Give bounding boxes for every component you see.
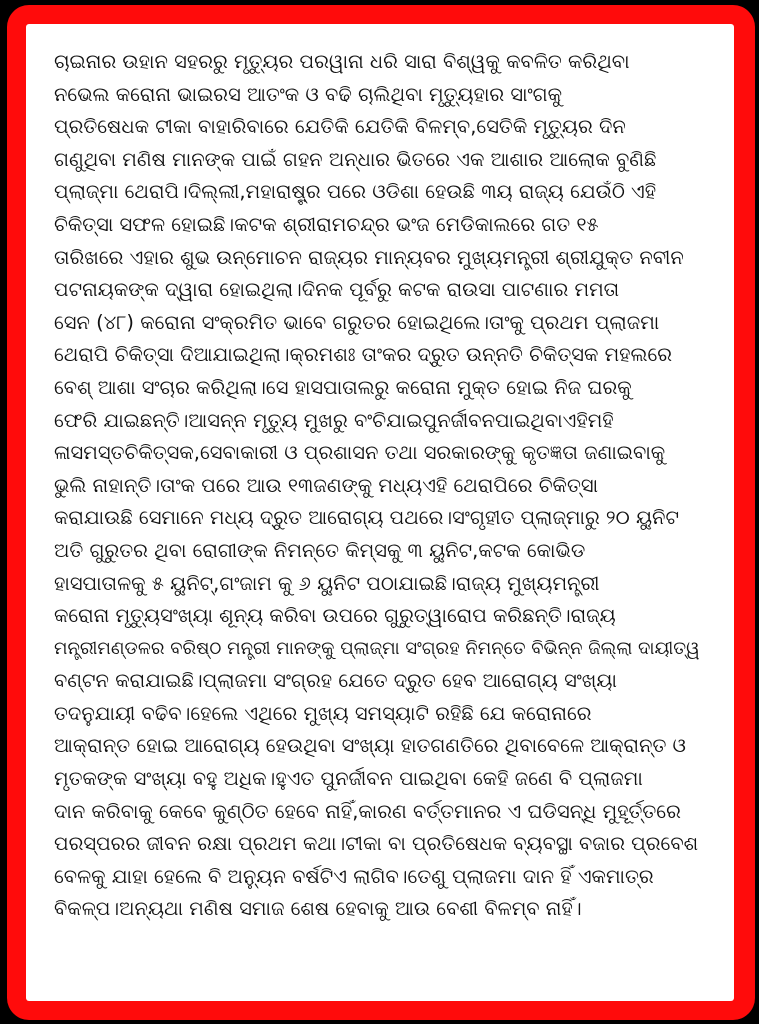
article-line: କରାଯାଉଛି ସେମାନେ ମଧ୍ୟ ଦ୍ରୁତ ଆରୋଗ୍ୟ ପଥରେ।ସଂଗୃହୀତ ପ୍ଲାଜ୍ମାରୁ ୨୦ ୟୁନିଟ <box>54 506 679 530</box>
article-line: ତଦନୁଯାୟୀ ବଢିବ।ହେଲେ ଏଥିରେ ମୁଖ୍ୟ ସମସ୍ୟାଟି ରହିଛି ଯେ କରୋନାରେ <box>54 701 592 725</box>
article-line: ଆକ୍ରାନ୍ତ ହୋଇ ଆରୋଗ୍ୟ ହେଉଥିବା ସଂଖ୍ୟା ହାତଗଣତିରେ ଥିବାବେଳେ ଆକ୍ରାନ୍ତ ଓ <box>54 734 686 758</box>
article-line: ମୃତକଙ୍କ ସଂଖ୍ୟା ବହୁ ଅଧିକ।ହୁଏତ ପୁନର୍ଜୀବନ ପାଇଥିବା କେହି ଜଣେ ବି ପ୍ଲାଜମା <box>54 767 643 791</box>
article-line: ପ୍ରତିଷେଧକ ଟୀକା ବାହାରିବାରେ ଯେତିକି ଯେତିକି ବିଳମ୍ବ,ସେତିକି ମୃତ୍ୟୁର ଦିନ <box>54 115 626 139</box>
article-line: ଭୁଲି ନାହାନ୍ତି।ତାଂକ ପରେ ଆଉ ୧୩ଜଣଙ୍କୁ ମଧ୍ୟଏହି ଥେରାପିରେ ଚିକିତ୍ସା <box>54 473 599 497</box>
article-line: ଗଣୁଥିବା ମଣିଷ ମାନଙ୍କ ପାଇଁ ଗହନ ଅନ୍ଧାର ଭିତରେ ଏକ ଆଶାର ଆଲୋକ ବୁଣିଛି <box>54 147 657 171</box>
article-text <box>54 46 714 926</box>
article-line: ଚିକିତ୍ସା ସଫଳ ହୋଇଛି।କଟକ ଶ୍ରୀରାମଚନ୍ଦ୍ର ଭଂଜ ମେଡିକାଲରେ ଗତ ୧୫ <box>54 212 599 236</box>
article-line: ଫେରି ଯାଇଛନ୍ତି।ଆସନ୍ନ ମୃତ୍ୟୁ ମୁଖରୁ ବଂଚିଯାଇପୁନର୍ଜୀବନପାଇଥିବାଏହିମହି <box>54 408 614 432</box>
article-line: ଦାନ କରିବାକୁ କେବେ କୁଣ୍ଠିତ ହେବେ ନାହିଁ,କାରଣ ବର୍ତ୍ତମାନର ଏ ଘଡିସନ୍ଧି ମୁହୂର୍ତ୍ତରେ <box>54 799 681 823</box>
article-paper <box>26 24 734 1001</box>
article-line: ଳାସମସ୍ତଚିକିତ୍ସକ,ସେବାକାରୀ ଓ ପ୍ରଶାସନ ତଥା ସରକାରଙ୍କୁ କୃତଜ୍ଞତା ଜଣାଇବାକୁ <box>54 441 666 465</box>
article-line: ବଣ୍ଟନ କରାଯାଇଛି।ପ୍ଲାଜମା ସଂଗ୍ରହ ଯେତେ ଦ୍ରୁତ ହେବ ଆରୋଗ୍ୟ ସଂଖ୍ୟା <box>54 669 617 693</box>
article-line: କରୋନା ମୃତ୍ୟୁସଂଖ୍ୟା ଶୂନ୍ୟ କରିବା ଉପରେ ଗୁରୁତ୍ୱାରୋପ କରିଛନ୍ତି।ରାଜ୍ୟ <box>54 604 616 628</box>
article-line: ବେଳକୁ ଯାହା ହେଲେ ବି ଅନ୍ୟୁନ ବର୍ଷଟିଏ ଲାଗିବ।ତେଣୁ ପ୍ଲାଜମା ଦାନ ହିଁ ଏକମାତ୍ର <box>54 864 654 888</box>
article-line: ଥେରାପି ଚିକିତ୍ସା ଦିଆଯାଇଥିଲା।କ୍ରମଶଃ ତାଂକର ଦ୍ରୁତ ଉନ୍ନତି ଚିକିତ୍ସକ ମହଲରେ <box>54 343 673 367</box>
article-line: ପରସ୍ପରର ଜୀବନ ରକ୍ଷା ପ୍ରଥମ କଥା।ଟୀକା ବା ପ୍ରତିଷେଧକ ବ୍ୟବସ୍ଥା ବଜାର ପ୍ରବେଶ <box>54 832 699 856</box>
article-line: ବେଶ୍ ଆଶା ସଂଚାର କରିଥିଲା।ସେ ହାସପାତାଲରୁ କରୋନା ମୁକ୍ତ ହୋଇ ନିଜ ଘରକୁ <box>54 375 632 399</box>
article-line: ପ୍ଲାଜ୍ମା ଥେରାପି।ଦିଲ୍ଲୀ,ମହାରାଷ୍ଟ୍ର ପରେ ଓଡିଶା ହେଉଛି ୩ୟ ରାଜ୍ୟ ଯେଉଁଠି ଏହି <box>54 180 657 204</box>
article-line: ଚାଇନାର ଉହାନ ସହରରୁ ମୃତ୍ୟୁର ପରୱାନା ଧରି ସାରା ବିଶ୍ୱକୁ କବଳିତ କରିଥିବା <box>54 50 630 73</box>
article-line: ପଟନାୟକଙ୍କ ଦ୍ୱାରା ହୋଇଥିଲା।ଦିନକ ପୂର୍ବରୁ କଟକ ରାଉସା ପାଟଣାର ମମତା <box>54 278 620 302</box>
article-line: ଅତି ଗୁରୁତର ଥିବା ରୋଗୀଙ୍କ ନିମନ୍ତେ କିମ୍ସକୁ ୩ ୟୁନିଟ,କଟକ କୋଭିଡ <box>54 538 586 562</box>
article-line: ତାରିଖରେ ଏହାର ଶୁଭ ଉନ୍ମୋଚନ ରାଜ୍ୟର ମାନ୍ୟବର ମୁଖ୍ୟମନ୍ତ୍ରୀ ଶ୍ରୀଯୁକ୍ତ ନବୀନ <box>54 245 684 269</box>
article-line: ବିକଳ୍ପ।ଅନ୍ୟଥା ମଣିଷ ସମାଜ ଶେଷ ହେବାକୁ ଆଉ ବେଶୀ ବିଳମ୍ବ ନାହିଁ। <box>54 897 582 921</box>
article-line: ମନ୍ତ୍ରୀମଣ୍ଡଳର ବରିଷ୍ଠ ମନ୍ତ୍ରୀ ମାନଙ୍କୁ ପ୍ଲାଜ୍ମା ସଂଗ୍ରହ ନିମନ୍ତେ ବିଭିନ୍ନ ଜିଲ୍ଲା ଦାୟୀତ୍ୱ <box>54 637 700 659</box>
article-line: ସେନ (୪୮) କରୋନା ସଂକ୍ରମିତ ଭାବେ ଗରୁତର ହୋଇଥିଲେ।ତାଂକୁ ପ୍ରଥମ ପ୍ଲାଜମା <box>54 310 660 334</box>
article-line: ନଭେଲ କରୋନା ଭାଇରସ ଆତଂକ ଓ ବଢି ଚାଲିଥିବା ମୃତ୍ୟୁହାର ସାଂଗକୁ <box>54 82 562 106</box>
article-line: ହାସପାତାଳକୁ ୫ ୟୁନିଟ୍,ଗଂଜାମ କୁ ୬ ୟୁନିଟ ପଠାଯାଇଛି।ରାଜ୍ୟ ମୁଖ୍ୟମନ୍ତ୍ରୀ <box>54 571 600 595</box>
